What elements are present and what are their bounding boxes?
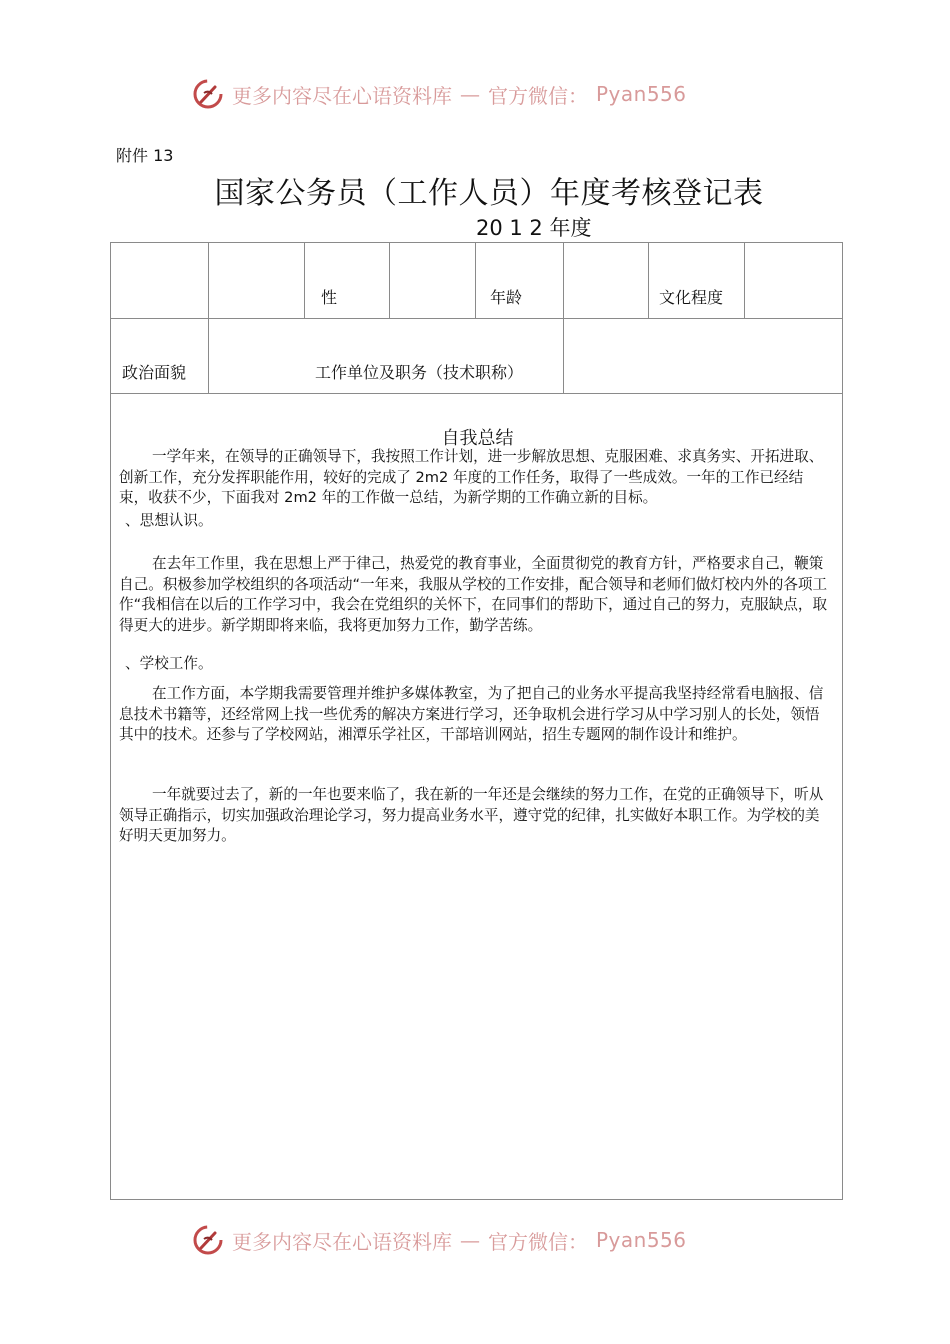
summary-closing-paragraph: 一年就要过去了，新的一年也要来临了，我在新的一年还是会继续的努力工作，在党的正确领导下，听从领导正确指示，切实加强政治理论学习，努力提高业务水平，遵守党的纪律，扎实做好本职工作。为学校的美好明天更加努力。 xyxy=(119,786,824,844)
watermark-wechat-id: Pyan556 xyxy=(596,1228,687,1252)
watermark-brand-text: 更多内容尽在心语资料库 xyxy=(232,83,452,108)
summary-heading: 自我总结 xyxy=(441,428,514,449)
watermark-banner-bottom xyxy=(192,1220,712,1260)
section-body-school-work: 在工作方面，本学期我需要管理并维护多媒体教室，为了把自己的业务水平提高我坚持经常看电脑报、信息技术书籍等，还经常网上找一些优秀的解决方案进行学习，还争取机会进行学习从中学习别人的长处，领悟其中的技术。还参与了学校网站，湘潭乐学社区，干部培训网站，招生专题网的制作设计和维护。 xyxy=(119,685,824,743)
page-title: 国家公务员（工作人员）年度考核登记表 xyxy=(214,176,764,211)
year-label: 20 1 2 年度 xyxy=(476,216,592,240)
summary-intro-paragraph: 一学年来，在领导的正确领导下，我按照工作计划，进一步解放思想、克服困难、求真务实、开拓进取、创新工作，充分发挥职能作用，较好的完成了 2m2 年度的工作任务，取得了一些成效。一年的工作已经结束，收获不少，下面我对 2m2 年的工作做一总结，为新学期的工作确立新的目标。 xyxy=(119,448,824,506)
watermark-brand-text: 更多内容尽在心语资料库 xyxy=(232,1229,452,1254)
column-divider xyxy=(304,243,305,318)
section-title-thinking: 、思想认识。 xyxy=(125,512,213,529)
political-status-label: 政治面貌 xyxy=(122,363,187,382)
assessment-form-table xyxy=(110,242,843,1200)
brand-logo-icon xyxy=(192,1224,224,1256)
watermark-contact-text: 官方微信： xyxy=(488,83,588,108)
name-value-cell[interactable] xyxy=(209,243,304,318)
political-status-value-cell[interactable] xyxy=(209,319,304,393)
watermark-banner-top xyxy=(192,74,712,114)
gender-value-cell[interactable] xyxy=(390,243,475,318)
gender-label: 性 xyxy=(321,288,338,307)
attachment-number: 附件 13 xyxy=(116,146,174,165)
column-divider xyxy=(475,243,476,318)
row-divider-2 xyxy=(111,393,842,394)
section-body-thinking: 在去年工作里，我在思想上严于律己，热爱党的教育事业，全面贯彻党的教育方针，严格要求自己，鞭策自己。积极参加学校组织的各项活动“一年来，我服从学校的工作安排，配合领导和老师们做灯校内外的各项工作“我相信在以后的工作学习中，我会在党组织的关怀下，在同事们的帮助下，通过自己的努力，克服缺点，取得更大的进步。新学期即将来临，我将更加努力工作，勤学苦练。 xyxy=(119,555,828,634)
education-value-cell[interactable] xyxy=(745,243,842,318)
brand-logo-icon xyxy=(192,78,224,110)
education-label: 文化程度 xyxy=(659,288,724,307)
work-unit-label: 工作单位及职务（技术职称） xyxy=(315,363,524,382)
age-label: 年龄 xyxy=(490,288,523,307)
work-unit-value-cell[interactable] xyxy=(564,319,842,393)
age-value-cell[interactable] xyxy=(564,243,648,318)
watermark-dash: — xyxy=(460,1228,480,1252)
watermark-contact-text: 官方微信： xyxy=(488,1229,588,1254)
watermark-dash: — xyxy=(460,82,480,106)
watermark-wechat-id: Pyan556 xyxy=(596,82,687,106)
column-divider xyxy=(648,243,649,318)
section-title-school-work: 、学校工作。 xyxy=(125,655,213,672)
